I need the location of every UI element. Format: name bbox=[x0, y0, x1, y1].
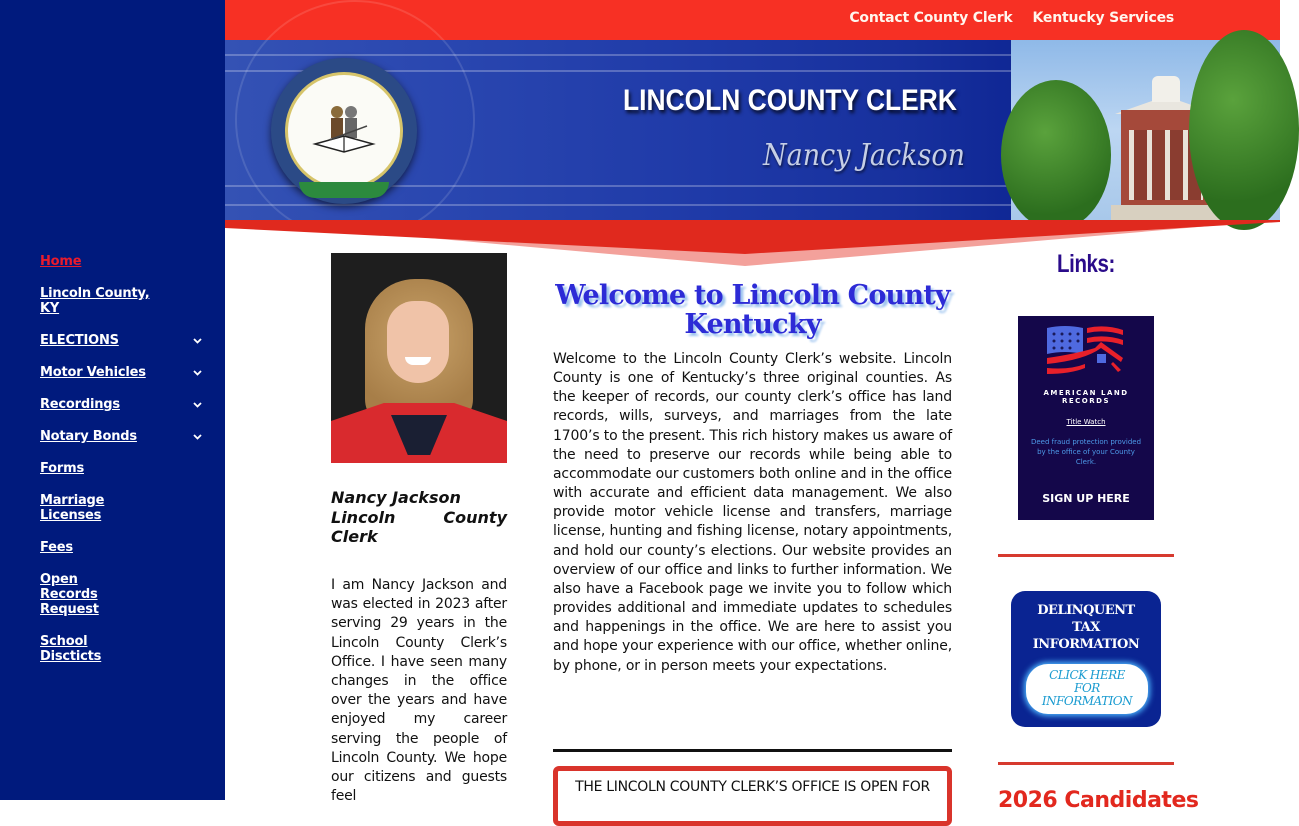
seal-ring bbox=[285, 72, 403, 190]
contact-county-clerk-link[interactable]: Contact County Clerk bbox=[849, 10, 1013, 26]
welcome-text: Welcome to the Lincoln County Clerk’s website. Lincoln County is one of Kentucky’s three original counties. As the keeper of records, our county clerk’s office has land records, wills, surveys, and marriages from the late 1700’s to the present. This rich history makes us aware of the need to preserve our records while being able to accommodate our customers both online and in the office with accurate and efficient data management. We also provide motor vehicle license and transfers, marriage license, hunting and fishing license, notary appointments, and hold our county’s elections. Our website provides an overview of our office and links to further information. We also have a Facebook page we invite you to follow which provides additional and immediate updates to schedules and happenings in the office. We are here to assist you and hope your experience with our office, whether online, by phone, or in person meets your expectations. bbox=[553, 351, 952, 674]
red-divider bbox=[998, 762, 1174, 765]
header-banner bbox=[225, 40, 1280, 220]
sidebar-nav bbox=[40, 254, 210, 681]
sidebar-item-label[interactable]: Recordings bbox=[40, 397, 120, 412]
section-divider bbox=[553, 749, 952, 752]
chevron-down-icon[interactable] bbox=[192, 333, 202, 348]
banner-stripe bbox=[225, 204, 1011, 206]
american-land-records-ad[interactable] bbox=[1018, 316, 1154, 520]
clerk-name: Nancy Jackson bbox=[331, 488, 461, 507]
sidebar-item-marriage-licenses[interactable] bbox=[40, 493, 210, 523]
kentucky-county-clerks-seal-logo bbox=[271, 58, 417, 204]
chevron-down-icon[interactable] bbox=[192, 397, 202, 412]
sidebar-item-notary-bonds[interactable] bbox=[40, 429, 210, 444]
sidebar-item-label[interactable]: Marriage Licenses bbox=[40, 493, 105, 523]
kentucky-services-link[interactable]: Kentucky Services bbox=[1032, 10, 1174, 26]
site-title: LINCOLN COUNTY CLERK bbox=[623, 84, 957, 117]
sidebar-item-elections[interactable] bbox=[40, 333, 210, 348]
banner-stripe bbox=[225, 54, 1011, 56]
clerk-title-line bbox=[331, 508, 507, 528]
courthouse-steps bbox=[1111, 205, 1221, 220]
ad-description: Deed fraud protection provided by the office of your County Clerk. bbox=[1030, 438, 1142, 466]
courthouse-photo bbox=[1011, 40, 1280, 220]
open-book-icon bbox=[309, 96, 379, 166]
chevron-down-icon[interactable] bbox=[192, 365, 202, 380]
sidebar-item-fees[interactable] bbox=[40, 540, 210, 555]
ad-brand: AMERICAN LAND RECORDS bbox=[1043, 389, 1129, 405]
sidebar bbox=[0, 0, 225, 800]
clerk-title-word: Lincoln bbox=[331, 507, 396, 527]
sidebar-item-forms[interactable] bbox=[40, 461, 210, 476]
sign-up-button[interactable]: SIGN UP HERE bbox=[1042, 492, 1130, 505]
sidebar-item-lincoln-county[interactable] bbox=[40, 286, 210, 316]
courthouse-cupola bbox=[1152, 76, 1180, 102]
sidebar-item-label[interactable]: Home bbox=[40, 254, 82, 269]
clerk-title-word: Clerk bbox=[331, 527, 378, 546]
clerk-name-script: Nancy Jackson bbox=[763, 138, 965, 173]
sidebar-item-label[interactable]: Forms bbox=[40, 461, 84, 476]
sidebar-item-recordings[interactable] bbox=[40, 397, 210, 412]
delinquent-tax-info-button[interactable] bbox=[1011, 591, 1161, 727]
links-heading: Links: bbox=[1057, 250, 1115, 278]
welcome-heading: Welcome to Lincoln County Kentucky bbox=[555, 280, 950, 340]
flag-house-icon bbox=[1045, 324, 1125, 380]
sidebar-item-motor-vehicles[interactable] bbox=[40, 365, 210, 380]
sidebar-item-label[interactable]: Open Records Request bbox=[40, 572, 99, 617]
sidebar-item-label[interactable]: Fees bbox=[40, 540, 73, 555]
title-watch-link[interactable]: Title Watch bbox=[1066, 418, 1106, 426]
notice-text: THE LINCOLN COUNTY CLERK’S OFFICE IS OPEN FOR bbox=[575, 779, 930, 795]
sidebar-item-open-records-request[interactable] bbox=[40, 572, 210, 617]
clerk-bio: I am Nancy Jackson and was elected in 2023 after serving 29 years in the Lincoln County Clerk’s Office. I have seen many changes in the office over the years and have enjoyed my career serving the people of Lincoln County. We hope our citizens and guests feel bbox=[331, 577, 507, 805]
tree bbox=[1001, 80, 1111, 230]
red-divider bbox=[998, 554, 1174, 557]
tree bbox=[1189, 30, 1299, 230]
sidebar-item-label[interactable]: Notary Bonds bbox=[40, 429, 137, 444]
sidebar-item-label[interactable]: Lincoln County, KY bbox=[40, 286, 150, 316]
sidebar-item-label[interactable]: School Discticts bbox=[40, 634, 102, 664]
candidates-heading[interactable]: 2026 Candidates bbox=[998, 788, 1199, 813]
sidebar-item-label[interactable]: ELECTIONS bbox=[40, 333, 119, 348]
clerk-portrait-photo bbox=[331, 253, 507, 450]
top-links bbox=[849, 10, 1174, 26]
chevron-down-icon[interactable] bbox=[192, 429, 202, 444]
clerk-name-title bbox=[331, 488, 507, 547]
tax-ad-heading: DELINQUENT TAX INFORMATION bbox=[1032, 603, 1140, 652]
sidebar-item-label[interactable]: Motor Vehicles bbox=[40, 365, 146, 380]
click-here-button[interactable]: CLICK HERE FOR INFORMATION bbox=[1026, 664, 1148, 714]
office-hours-notice bbox=[553, 766, 952, 826]
clerk-title-word: County bbox=[443, 507, 507, 527]
sidebar-item-school-districts[interactable] bbox=[40, 634, 210, 664]
sidebar-item-home[interactable] bbox=[40, 254, 210, 269]
seal-leaves bbox=[299, 182, 389, 198]
